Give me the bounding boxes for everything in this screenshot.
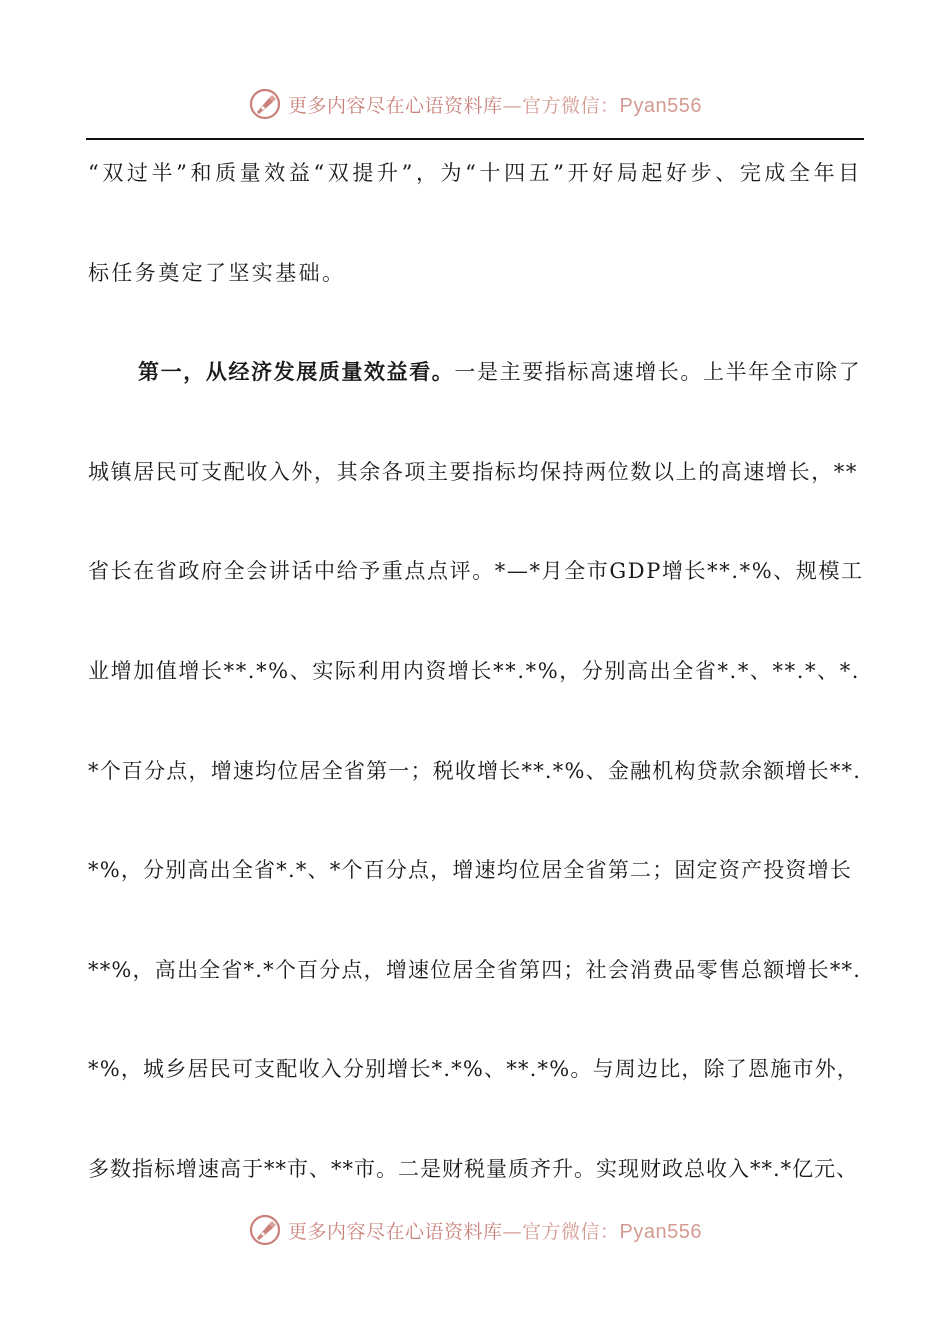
pen-nib-logo-icon (248, 1213, 282, 1247)
header-banner (0, 84, 950, 124)
body-line: 标任务奠定了坚实基础。 (88, 260, 346, 285)
bold-heading: 第一，从经济发展质量效益看。 (138, 359, 455, 385)
header-rule (86, 138, 864, 140)
body-line: *%，城乡居民可支配收入分别增长*.*%、**.*%。与周边比，除了恩施市外， (88, 1057, 860, 1082)
paragraph-heading-line (88, 349, 864, 449)
header-banner-text: 更多内容尽在心语资料库—官方微信：Pyan556 (288, 94, 702, 117)
body-line: *%，分别高出全省*.*、*个百分点，增速均位居全省第二；固定资产投资增长 (88, 858, 853, 883)
footer-banner-text: 更多内容尽在心语资料库—官方微信：Pyan556 (288, 1220, 702, 1243)
body-line: 多数指标增速高于**市、**市。二是财税量质齐升。实现财政总收入**.*亿元、 (88, 1156, 859, 1181)
document-body (88, 150, 864, 1246)
body-line: **%，高出全省*.*个百分点，增速位居全省第四；社会消费品零售总额增长**. (88, 957, 862, 982)
heading-rest-text: 一是主要指标高速增长。上半年全市除了 (454, 360, 862, 385)
pen-nib-logo-icon (248, 87, 282, 121)
body-line: 省长在省政府全会讲话中给予重点点评。*—*月全市GDP增长**.*%、规模工 (88, 559, 864, 584)
body-line: *个百分点，增速均位居全省第一；税收增长**.*%、金融机构贷款余额增长**. (88, 758, 862, 783)
body-line: 城镇居民可支配收入外，其余各项主要指标均保持两位数以上的高速增长，** (88, 459, 858, 484)
body-line: 业增加值增长**.*%、实际利用内资增长**.*%，分别高出全省*.*、**.*、*. (88, 658, 861, 683)
footer-banner (0, 1210, 950, 1250)
body-line: “双过半”和质量效益“双提升”，为“十四五”开好局起好步、完成全年目 (88, 161, 863, 185)
